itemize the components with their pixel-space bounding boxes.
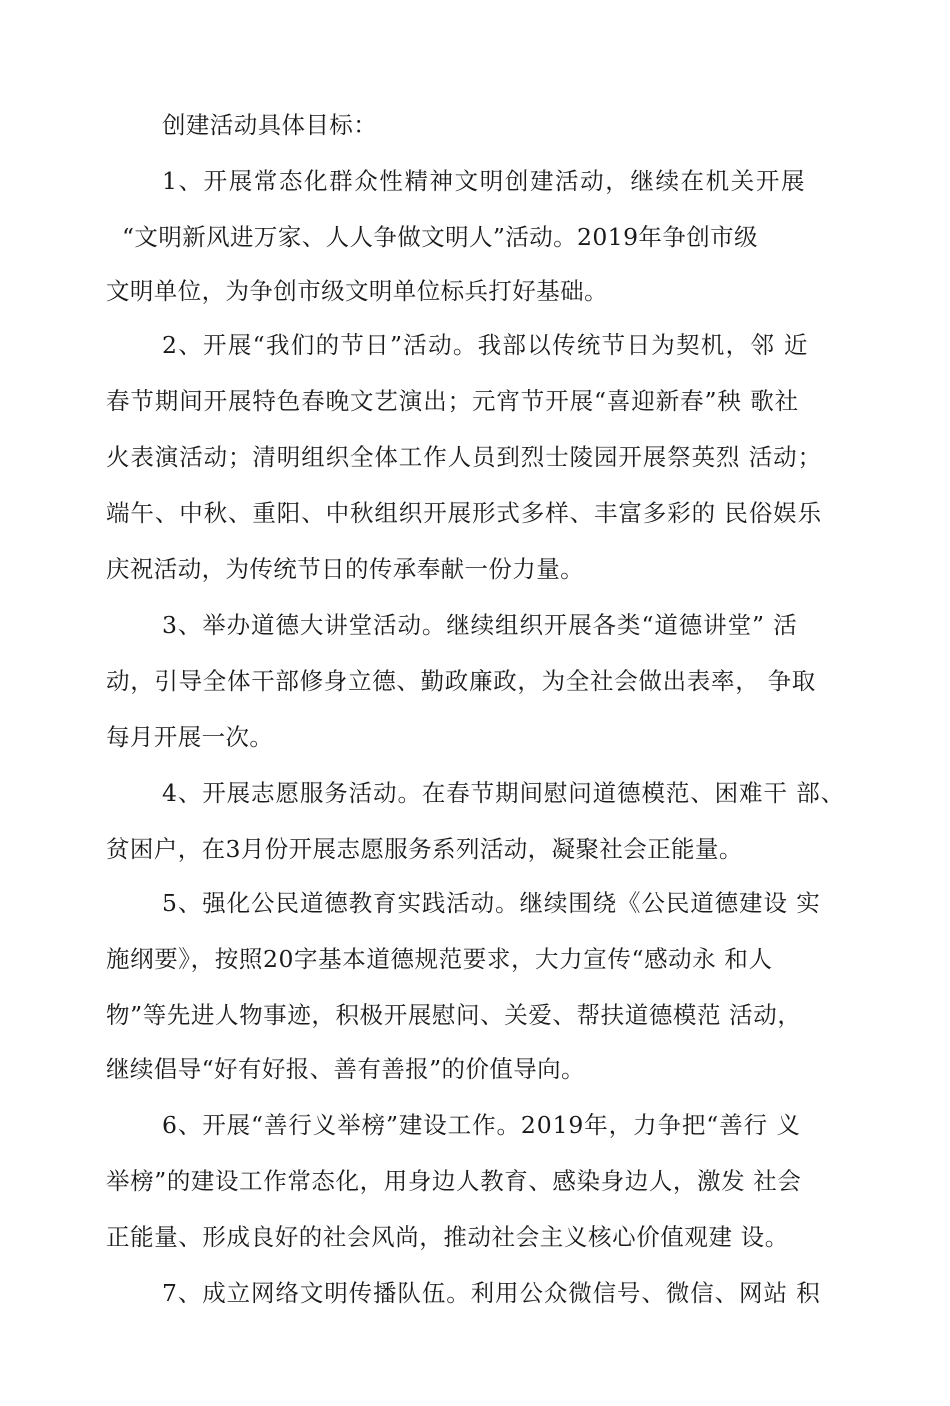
text-line: 施纲要》，按照20字基本道德规范要求，大力宣传“感动永 和人: [106, 945, 773, 973]
text-line: 创建活动具体目标：: [162, 111, 378, 139]
text-line: “文明新风进万家、人人争做文明人”活动。2019年争创市级: [122, 223, 758, 251]
text-line: 1、开展常态化群众性精神文明创建活动，继续在机关开展: [162, 167, 807, 195]
text-line: 每月开展一次。: [106, 723, 274, 751]
text-line: 正能量、形成良好的社会风尚，推动社会主义核心价值观建 设。: [106, 1223, 789, 1251]
text-line: 2、开展“我们的节日”活动。我部以传统节日为契机，邻 近: [162, 331, 809, 359]
text-line: 火表演活动；清明组织全体工作人员到烈士陵园开展祭英烈 活动；: [106, 443, 822, 471]
text-line: 继续倡导“好有好报、善有善报”的价值导向。: [106, 1055, 585, 1083]
text-line: 动，引导全体干部修身立德、勤政廉政，为全社会做出表率， 争取: [106, 667, 816, 695]
text-line: 端午、中秋、重阳、中秋组织开展形式多样、丰富多彩的 民俗娱乐: [106, 499, 822, 527]
text-line: 庆祝活动，为传统节日的传承奉献一份力量。: [106, 555, 584, 583]
text-line: 贫困户，在3月份开展志愿服务系列活动，凝聚社会正能量。: [106, 835, 743, 863]
text-line: 3、举办道德大讲堂活动。继续组织开展各类“道德讲堂” 活: [162, 611, 798, 639]
text-line: 举榜”的建设工作常态化，用身边人教育、感染身边人，激发 社会: [106, 1167, 802, 1195]
text-line: 5、强化公民道德教育实践活动。继续围绕《公民道德建设 实: [162, 889, 821, 917]
text-line: 4、开展志愿服务活动。在春节期间慰问道德模范、困难干 部、: [162, 779, 846, 807]
text-line: 7、成立网络文明传播队伍。利用公众微信号、微信、网站 积: [162, 1279, 821, 1307]
text-line: 6、开展“善行义举榜”建设工作。2019年，力争把“善行 义: [162, 1111, 801, 1139]
text-line: 春节期间开展特色春晚文艺演出；元宵节开展“喜迎新春”秧 歌社: [106, 387, 799, 415]
text-line: 文明单位，为争创市级文明单位标兵打好基础。: [106, 277, 608, 305]
text-line: 物”等先进人物事迹，积极开展慰问、关爱、帮扶道德模范 活动，: [106, 1001, 802, 1029]
